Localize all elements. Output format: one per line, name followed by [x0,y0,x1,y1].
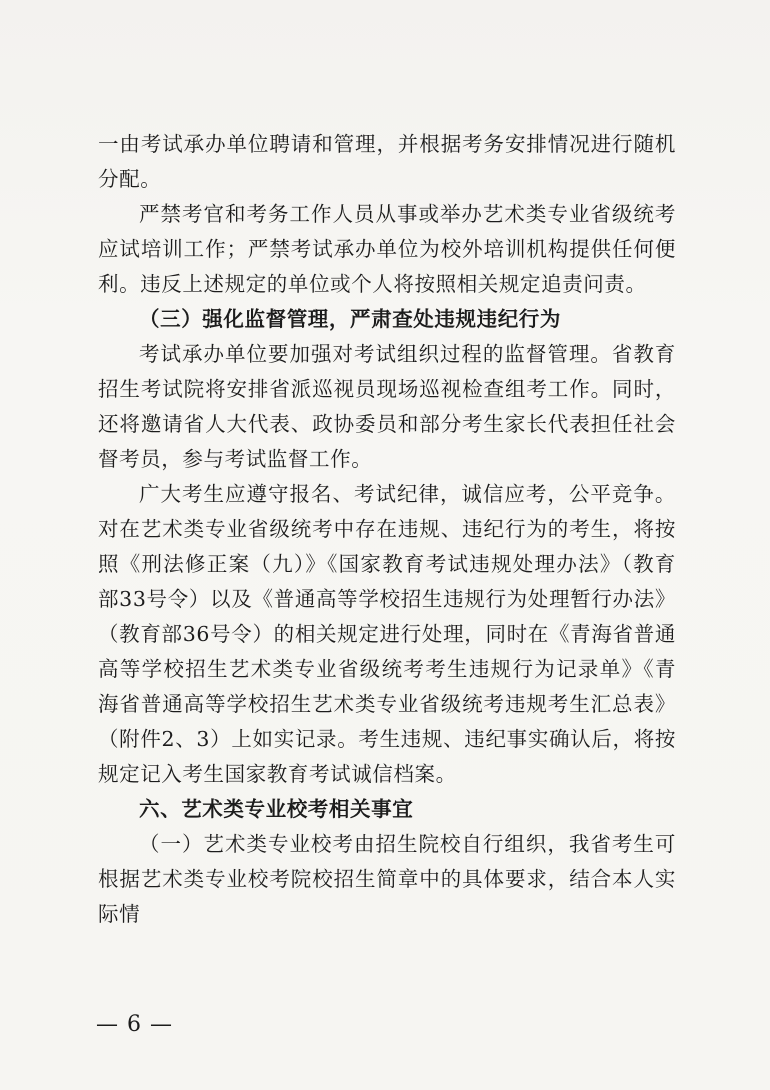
paragraph-supervision: 考试承办单位要加强对考试组织过程的监督管理。省教育招生考试院将安排省派巡视员现场巡视检查组考工作。同时，还将邀请省人大代表、政协委员和部分考生家长代表担任社会督考员，参与考试监督工作。 [98,342,676,471]
paragraph-school-exam: （一）艺术类专业校考由招生院校自行组织，我省考生可根据艺术类专业校考院校招生简章中的具体要求，结合本人实际情 [98,832,676,926]
section-heading-supervision: （三）强化监督管理，严肃查处违规违纪行为 [139,307,561,331]
section-heading-school-exam: 六、艺术类专业校考相关事宜 [139,797,414,821]
continuation-paragraph: 一由考试承办单位聘请和管理，并根据考务安排情况进行随机分配。 [98,132,676,191]
document-body [98,127,676,932]
paragraph-candidate-discipline: 广大考生应遵守报名、考试纪律，诚信应考，公平竞争。对在艺术类专业省级统考中存在违规、违纪行为的考生，将按照《刑法修正案（九）》《国家教育考试违规处理办法》（教育部33号令）以及《普通高等学校招生违规行为处理暂行办法》（教育部36号令）的相关规定进行处理，同时在《青海省普通高等学校招生艺术类专业省级统考考生违规行为记录单》《青海省普通高等学校招生艺术类专业省级统考违规考生汇总表》（附件2、3）上如实记录。考生违规、违纪事实确认后，将按规定记入考生国家教育考试诚信档案。 [98,482,676,786]
paragraph-examiner-ban: 严禁考官和考务工作人员从事或举办艺术类专业省级统考应试培训工作；严禁考试承办单位为校外培训机构提供任何便利。违反上述规定的单位或个人将按照相关规定追责问责。 [98,202,676,296]
page-number: — 6 — [96,1012,173,1037]
